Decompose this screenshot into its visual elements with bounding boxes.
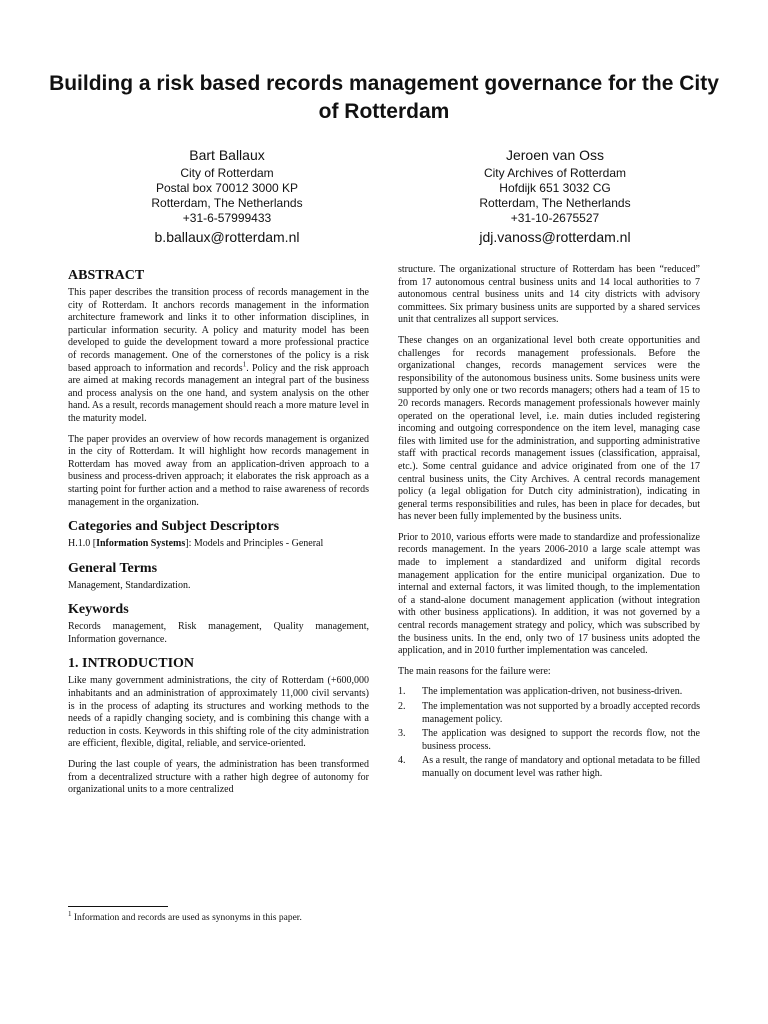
author-address: Hofdijk 651 3032 CG xyxy=(499,181,611,195)
list-text: The implementation was not supported by a broadly accepted records management policy. xyxy=(422,701,700,725)
author-city: Rotterdam, The Netherlands xyxy=(151,196,303,210)
introduction-heading: 1. INTRODUCTION xyxy=(68,656,195,672)
author-email: jdj.vanoss@rotterdam.nl xyxy=(479,229,631,245)
list-text: As a result, the range of mandatory and optional metadata to be filled manually on document level was rather high. xyxy=(422,755,700,779)
author-name: Bart Ballaux xyxy=(189,147,265,163)
list-number: 3. xyxy=(398,728,406,740)
category-bold: Information Systems xyxy=(96,538,186,550)
list-text: The implementation was application-driven, not business-driven. xyxy=(422,686,683,698)
footnote-rule xyxy=(68,906,168,907)
author-phone: +31-10-2675527 xyxy=(510,211,600,225)
keywords-text: Records management, Risk management, Quality management, Information governance. xyxy=(68,621,369,645)
abstract-text-continued: . Policy and the risk approach are aimed at making records management an integral part of the business and process analysis on the one hand, and system analysis on the other hand. As a result, records management should reach a more mature level in the maturity model. xyxy=(68,362,369,424)
general-terms-heading: General Terms xyxy=(68,560,158,576)
paper-title: Building a risk based records management governance for the City of Rotterdam xyxy=(49,72,719,123)
keywords-heading: Keywords xyxy=(68,602,129,618)
footnote-mark: 1 xyxy=(68,909,72,918)
body-paragraph-4: The main reasons for the failure were: xyxy=(398,665,551,677)
category-rest: ]: Models and Principles - General xyxy=(185,538,324,550)
author-affiliation: City Archives of Rotterdam xyxy=(483,166,627,180)
author-phone: +31-6-57999433 xyxy=(182,211,272,225)
general-terms-text: Management, Standardization. xyxy=(68,579,191,591)
list-number: 2. xyxy=(398,701,406,712)
footnote-text: Information and records are used as synonyms in this paper. xyxy=(71,913,302,923)
list-item xyxy=(398,701,700,726)
abstract-text: This paper describes the transition process of records management in the city of Rotterdam. It anchors records management in the information architecture framework and links it to other information disciplines, in particular information security. A policy and maturity model has been developed to guide the development toward a more professional practice of records management. One of the cornerstones of the policy is a risk based approach to information and records xyxy=(68,287,369,374)
abstract-paragraph-2: The paper provides an overview of how records management is organized in the city of Rotterdam. It will highlight how records management in Rotterdam has moved away from an application-driven approach to a business and process-driven approach; it elaborates the risk approach as a starting point for further action and a method to raise awareness of records management in the organization. xyxy=(68,433,369,508)
introduction-paragraph-2: During the last couple of years, the administration has been transformed from a decentralized structure with a rather high degree of autonomy for organizational units to a more centralized xyxy=(68,759,369,796)
categories-text xyxy=(68,538,369,551)
failure-reasons-list xyxy=(398,686,700,780)
list-number: 4. xyxy=(398,755,406,767)
categories-heading: Categories and Subject Descriptors xyxy=(68,519,280,535)
list-item xyxy=(398,755,700,780)
abstract-paragraph-1 xyxy=(68,287,369,426)
left-column xyxy=(68,264,369,805)
abstract-heading: ABSTRACT xyxy=(68,268,145,283)
list-item xyxy=(398,686,700,699)
list-number: 1. xyxy=(398,686,406,698)
author-block-ballaux xyxy=(77,146,377,247)
body-paragraph-3: Prior to 2010, various efforts were made to standardize and professionalize records management. In the years 2006-2010 a large scale attempt was made to implement a standardized and uniform digital records management application for the entire municipal organization. Due to internal and external factors, it was limited though, to the implementation of a stand-alone document management application (without integration with other business applications). In addition, it was not governed by a central records management strategy and policy, which was subscribed by the business units. In the end, only two of 17 business units adopted the application, and in 2010 further implementation was canceled. xyxy=(398,531,700,657)
footnote xyxy=(68,909,370,924)
author-affiliation: City of Rotterdam xyxy=(180,166,274,180)
author-city: Rotterdam, The Netherlands xyxy=(479,196,631,210)
list-item xyxy=(398,728,700,753)
author-address: Postal box 70012 3000 KP xyxy=(155,181,299,195)
introduction-paragraph-1: Like many government administrations, the city of Rotterdam (+600,000 inhabitants and an administration of approximately 11,000 civil servants) is in the process of adapting its structures and working methods to the needs of a rapidly changing society, and is combining this change with a reduction in costs. Keywords in this shifting role of the city administration are efficient, flexible, digital, reliable, and service-oriented. xyxy=(68,675,369,750)
body-paragraph-2: These changes on an organizational level both create opportunities and challenges for records management professionals. Before the organizational changes, records management services were the responsibility of the autonomous business units. Some business units were supported by only one or two records managers; others had a team of 15 to 20 records managers. Records management professionals however mainly operated on the operational level, i.e. main duties included registering incoming and outgoing correspondence on the item level, managing case files with limited use for the administration, and supporting administrative staff with practical records management issues (classification, appraisal, etc.). Some central guidance and advice originated from one of the 17 central business units, the City Archives. A central records management policy (a legal obligation for Dutch city administration), indicating in general terms responsibilities and rules, has been in place for decades, but has never been fully implemented by the business units. xyxy=(398,334,700,523)
footnote-marker: 1 xyxy=(242,360,247,369)
author-name: Jeroen van Oss xyxy=(505,147,605,163)
body-paragraph-1: structure. The organizational structure of Rotterdam has been “reduced” from 17 autonomous central business units and 14 local authorities to 7 autonomous central business units and 14 city districts with advisory committees. Six primary business units are supported by a shared services unit that centralizes all support services. xyxy=(398,264,700,326)
right-column xyxy=(398,264,700,783)
category-code: H.1.0 [ xyxy=(68,538,97,550)
author-email: b.ballaux@rotterdam.nl xyxy=(154,229,300,245)
list-text: The application was designed to support the records flow, not the business process. xyxy=(422,728,700,752)
author-block-vanoss xyxy=(405,146,705,247)
